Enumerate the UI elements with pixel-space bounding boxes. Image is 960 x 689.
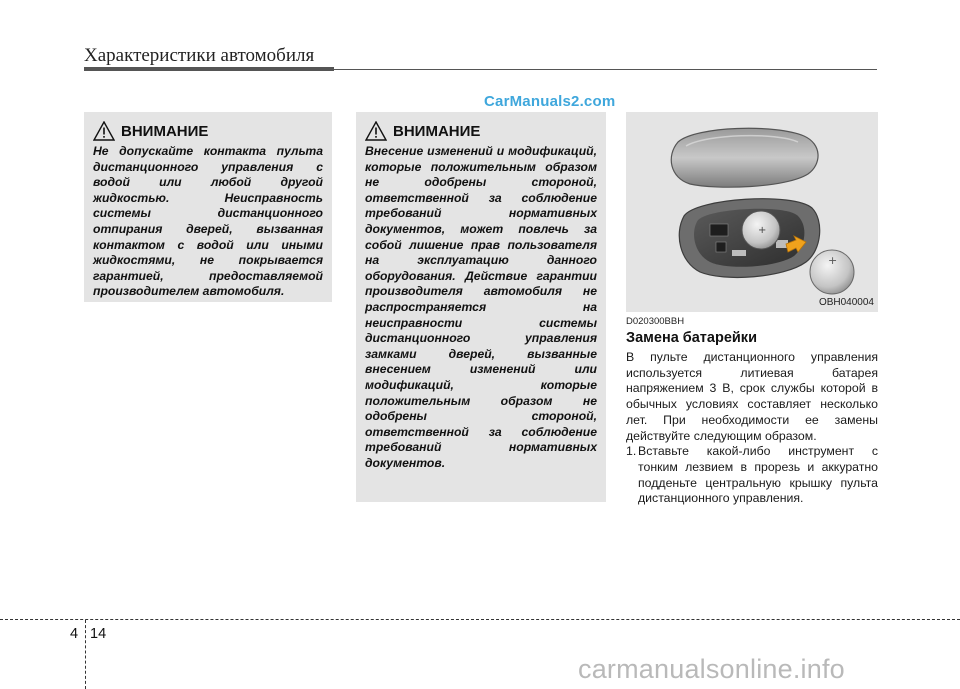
warning-text: Не допускайте контакта пульта дистанционного управления с водой или любой другой жидкостью. Неисправность системы дистанционного отпирания дверей, вызванная контактом с водой или иными жидкостями, не покрывается гарантией, предоставляемой производителем автомобиля. <box>93 144 323 299</box>
warning-title: ВНИМАНИЕ <box>121 122 209 140</box>
warning-triangle-icon <box>93 121 115 141</box>
warning-title: ВНИМАНИЕ <box>393 122 481 140</box>
list-item <box>626 444 878 507</box>
footer-rule <box>0 619 960 620</box>
warning-box-modifications <box>356 112 606 502</box>
warning-header <box>365 120 597 142</box>
warning-box-water <box>84 112 332 302</box>
figure-code: OBH040004 <box>818 297 874 308</box>
section-heading: Замена батарейки <box>626 330 757 346</box>
section-code: D020300BBH <box>626 316 685 327</box>
section-body <box>626 350 878 507</box>
warning-header <box>93 120 323 142</box>
page-header-title: Характеристики автомобиля <box>84 45 315 66</box>
warning-text: Внесение изменений и модификаций, которые положительным образом не одобрены стороной, ответственной за соблюдение требований нормативных документов, может повлечь за собой лишение прав пользователя на эксплуатацию данного оборудования. Действие гарантии производителя автомобиля не распространяется на неисправности системы дистанционного управления замками дверей, вызванные внесением изменений или модификаций, которые положительным образом не одобрены стороной, ответственной за соблюдение требований нормативных документов. <box>365 144 597 470</box>
step-text: Вставьте какой-либо инструмент с тонким лезвием в прорезь и аккуратно подденьте центральную крышку пульта дистанционного управления. <box>638 444 878 506</box>
svg-text:+: + <box>758 225 767 236</box>
key-fob-illustration <box>626 112 878 312</box>
watermark-bottom[interactable]: carmanualsonline.info <box>578 654 845 684</box>
watermark-top[interactable]: CarManuals2.com <box>484 93 616 110</box>
footer-divider <box>85 620 86 689</box>
step-number: 1. <box>626 444 637 459</box>
chapter-number: 4 <box>70 626 79 642</box>
header-rule-thick <box>84 67 334 71</box>
page-number: 14 <box>90 626 107 642</box>
header-rule-thin <box>334 69 877 70</box>
fob-cover <box>671 128 818 187</box>
svg-text:+: + <box>828 254 838 267</box>
section-intro: В пульте дистанционного управления используется литиевая батарея напряжением 3 В, срок службы которой в обычных условиях составляет несколько лет. При необходимости ее замены действуйте следующим образом. <box>626 350 878 443</box>
battery-replacement-figure <box>626 112 878 312</box>
warning-triangle-icon <box>365 121 387 141</box>
